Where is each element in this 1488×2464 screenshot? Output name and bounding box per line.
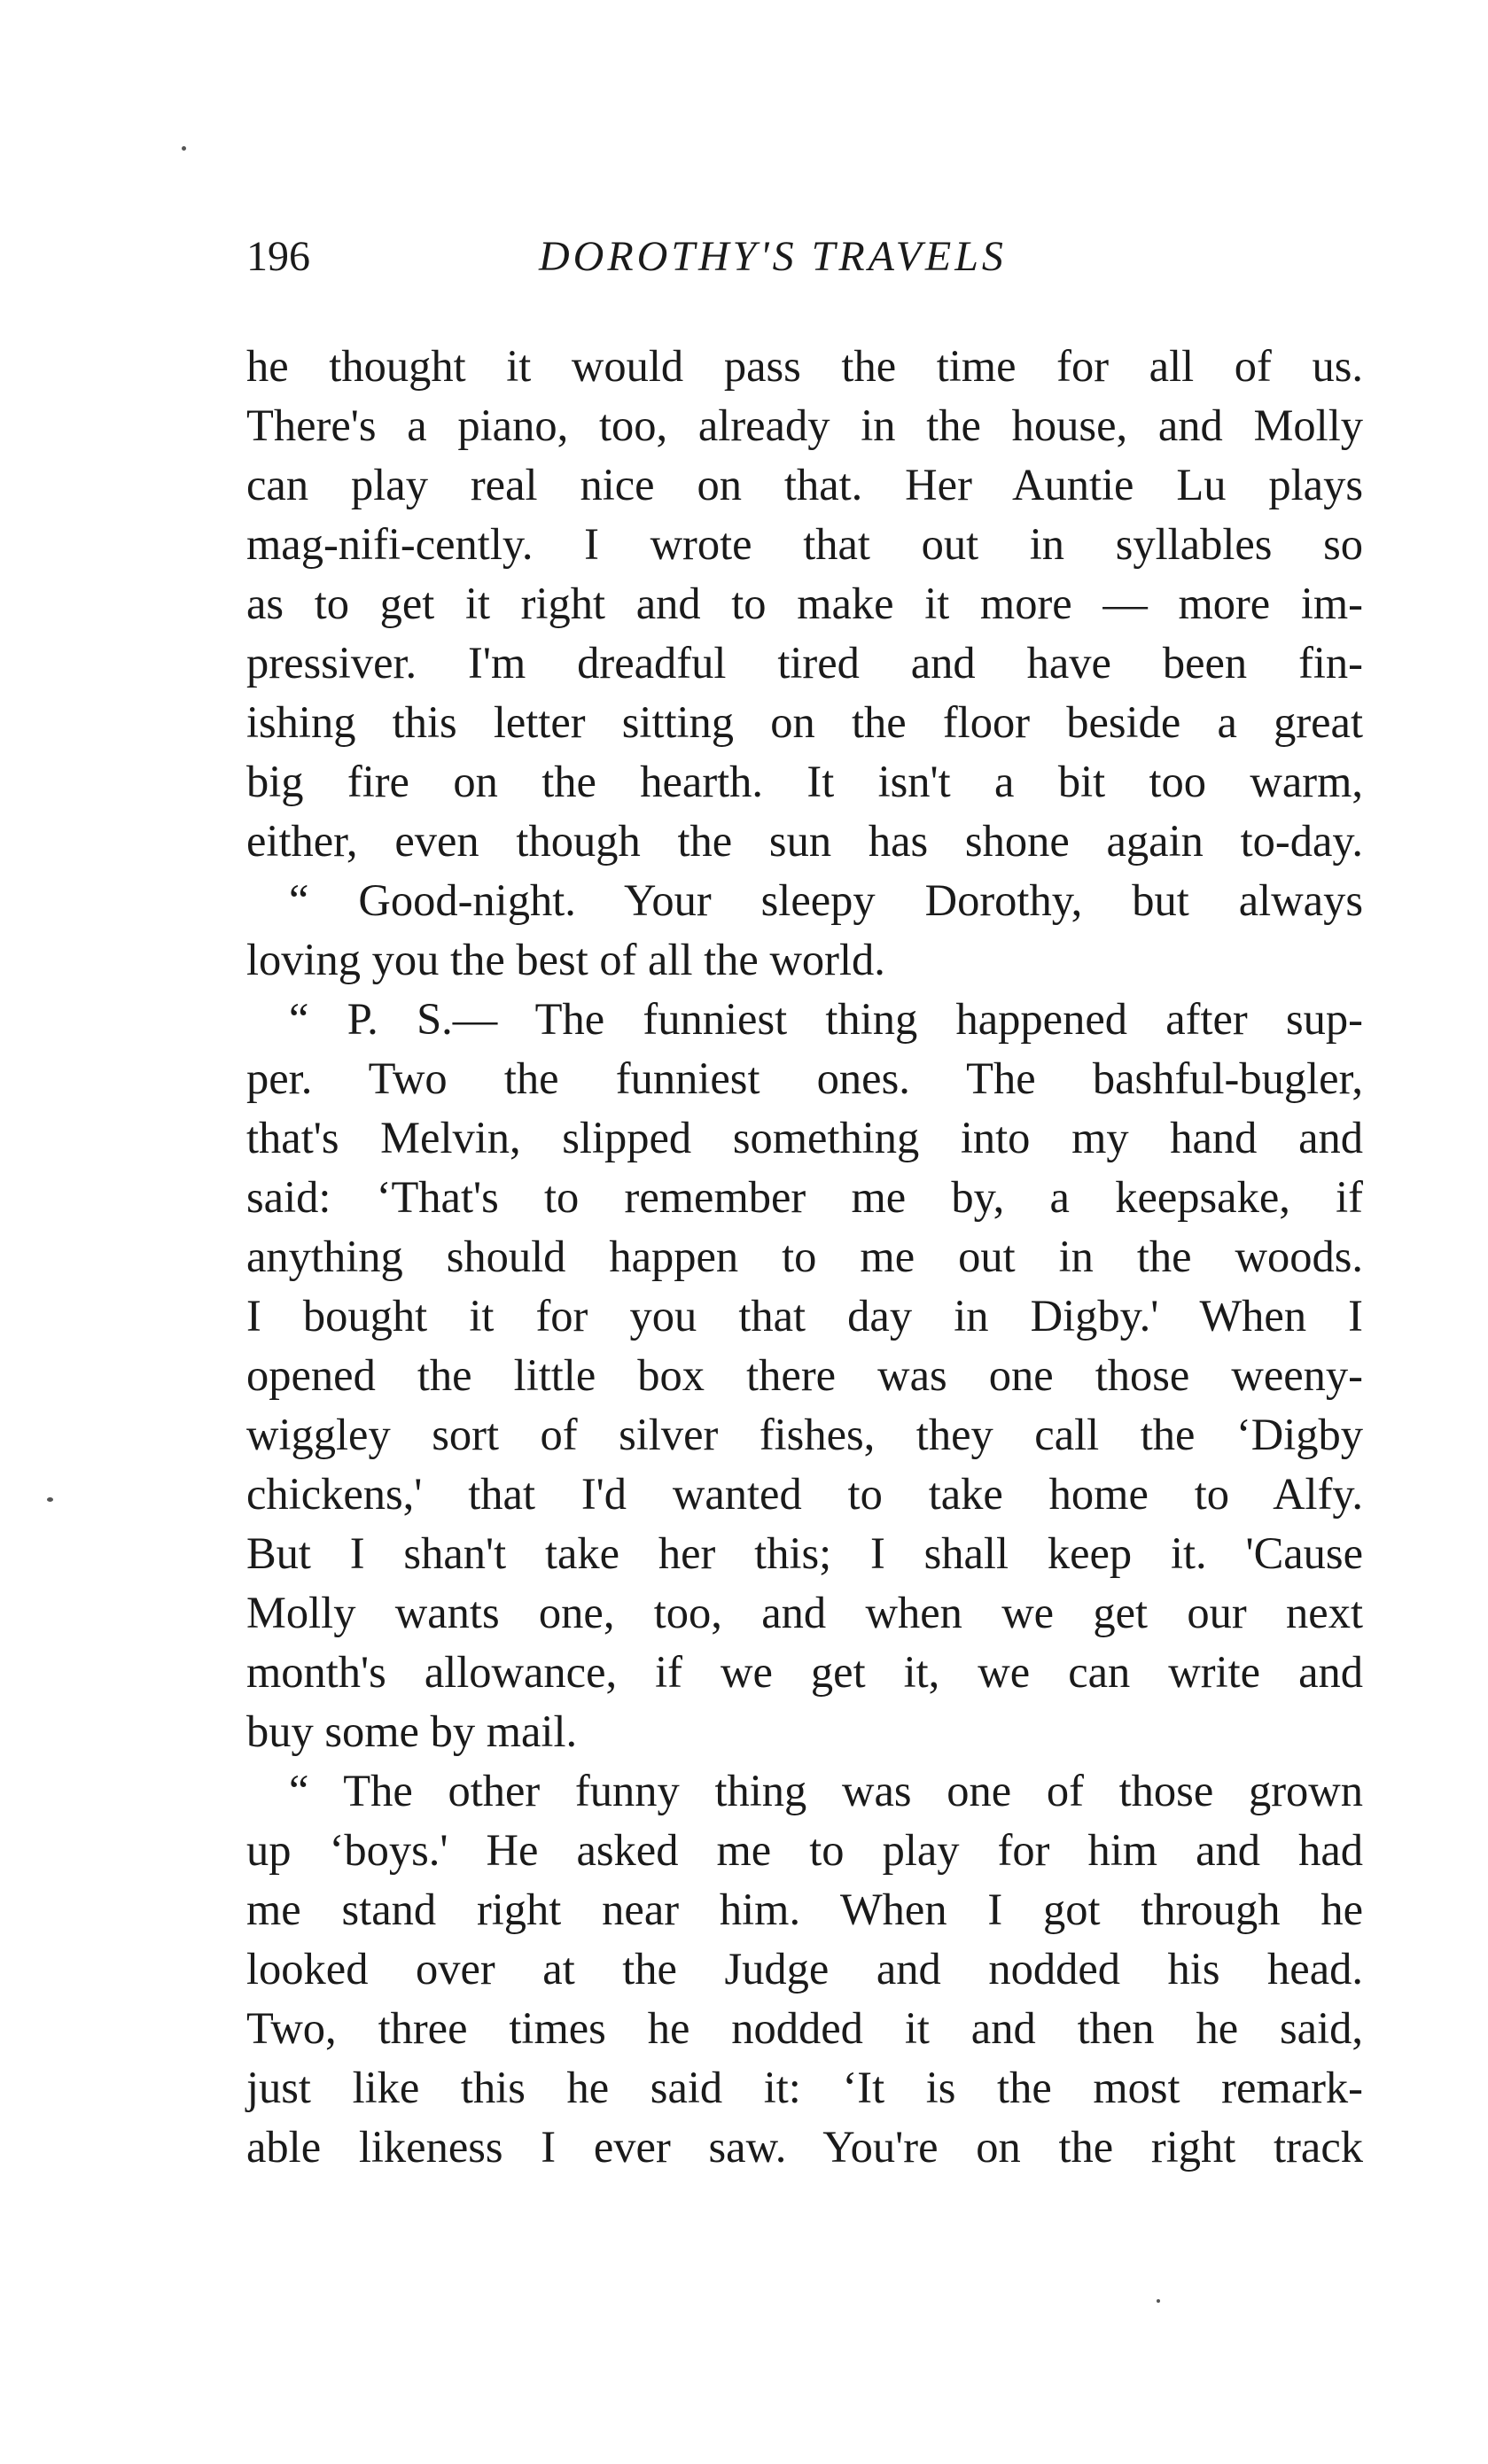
text-line: that's Melvin, slipped something into my hand and (246, 1113, 1363, 1162)
text-line: said: ‘That's to remember me by, a keepsake, if (246, 1172, 1363, 1222)
text-line: anything should happen to me out in the woods. (246, 1232, 1363, 1281)
ink-speck (182, 146, 186, 151)
text-line: “ Good-night. Your sleepy Dorothy, but always (289, 875, 1363, 925)
text-line: up ‘boys.' He asked me to play for him and had (246, 1825, 1363, 1875)
ink-speck (1157, 2299, 1160, 2303)
page-header (246, 226, 1363, 288)
text-line: buy some by mail. (246, 1706, 578, 1756)
text-line: can play real nice on that. Her Auntie Lu plays (246, 460, 1363, 509)
text-line: There's a piano, too, already in the house, and Molly (246, 400, 1363, 450)
text-line: pressiver. I'm dreadful tired and have been fin- (246, 638, 1363, 688)
text-line: opened the little box there was one those weeny- (246, 1350, 1363, 1400)
text-line: chickens,' that I'd wanted to take home to Alfy. (246, 1469, 1363, 1519)
text-line: as to get it right and to make it more — more im- (246, 579, 1363, 628)
text-line: either, even though the sun has shone again to-day. (246, 816, 1363, 866)
text-line: “ P. S.— The funniest thing happened after sup- (289, 994, 1363, 1044)
text-line: I bought it for you that day in Digby.' When I (246, 1291, 1363, 1341)
text-line: wiggley sort of silver fishes, they call the ‘Digby (246, 1410, 1363, 1459)
text-line: looked over at the Judge and nodded his head. (246, 1944, 1363, 1994)
text-line: me stand right near him. When I got through he (246, 1885, 1363, 1934)
page-number: 196 (246, 233, 310, 280)
text-line: able likeness I ever saw. You're on the right track (246, 2122, 1363, 2172)
text-line: Molly wants one, too, and when we get our next (246, 1588, 1363, 1637)
text-line: mag-nifi-cently. I wrote that out in syllables so (246, 519, 1363, 569)
text-line: per. Two the funniest ones. The bashful-bugler, (246, 1053, 1363, 1103)
text-line: big fire on the hearth. It isn't a bit too warm, (246, 757, 1363, 806)
text-line: loving you the best of all the world. (246, 935, 885, 984)
text-line: just like this he said it: ‘It is the most remark- (246, 2063, 1363, 2112)
body-text (246, 337, 1363, 2177)
text-line: ishing this letter sitting on the floor beside a great (246, 697, 1363, 747)
text-line: month's allowance, if we get it, we can write and (246, 1647, 1363, 1697)
running-title: DOROTHY'S TRAVELS (539, 233, 1007, 280)
text-line: Two, three times he nodded it and then he said, (246, 2003, 1363, 2053)
ink-speck (47, 1497, 53, 1502)
text-line: he thought it would pass the time for all of us. (246, 341, 1363, 391)
text-line: “ The other funny thing was one of those grown (289, 1766, 1363, 1815)
text-line: But I shan't take her this; I shall keep it. 'Cause (246, 1528, 1363, 1578)
